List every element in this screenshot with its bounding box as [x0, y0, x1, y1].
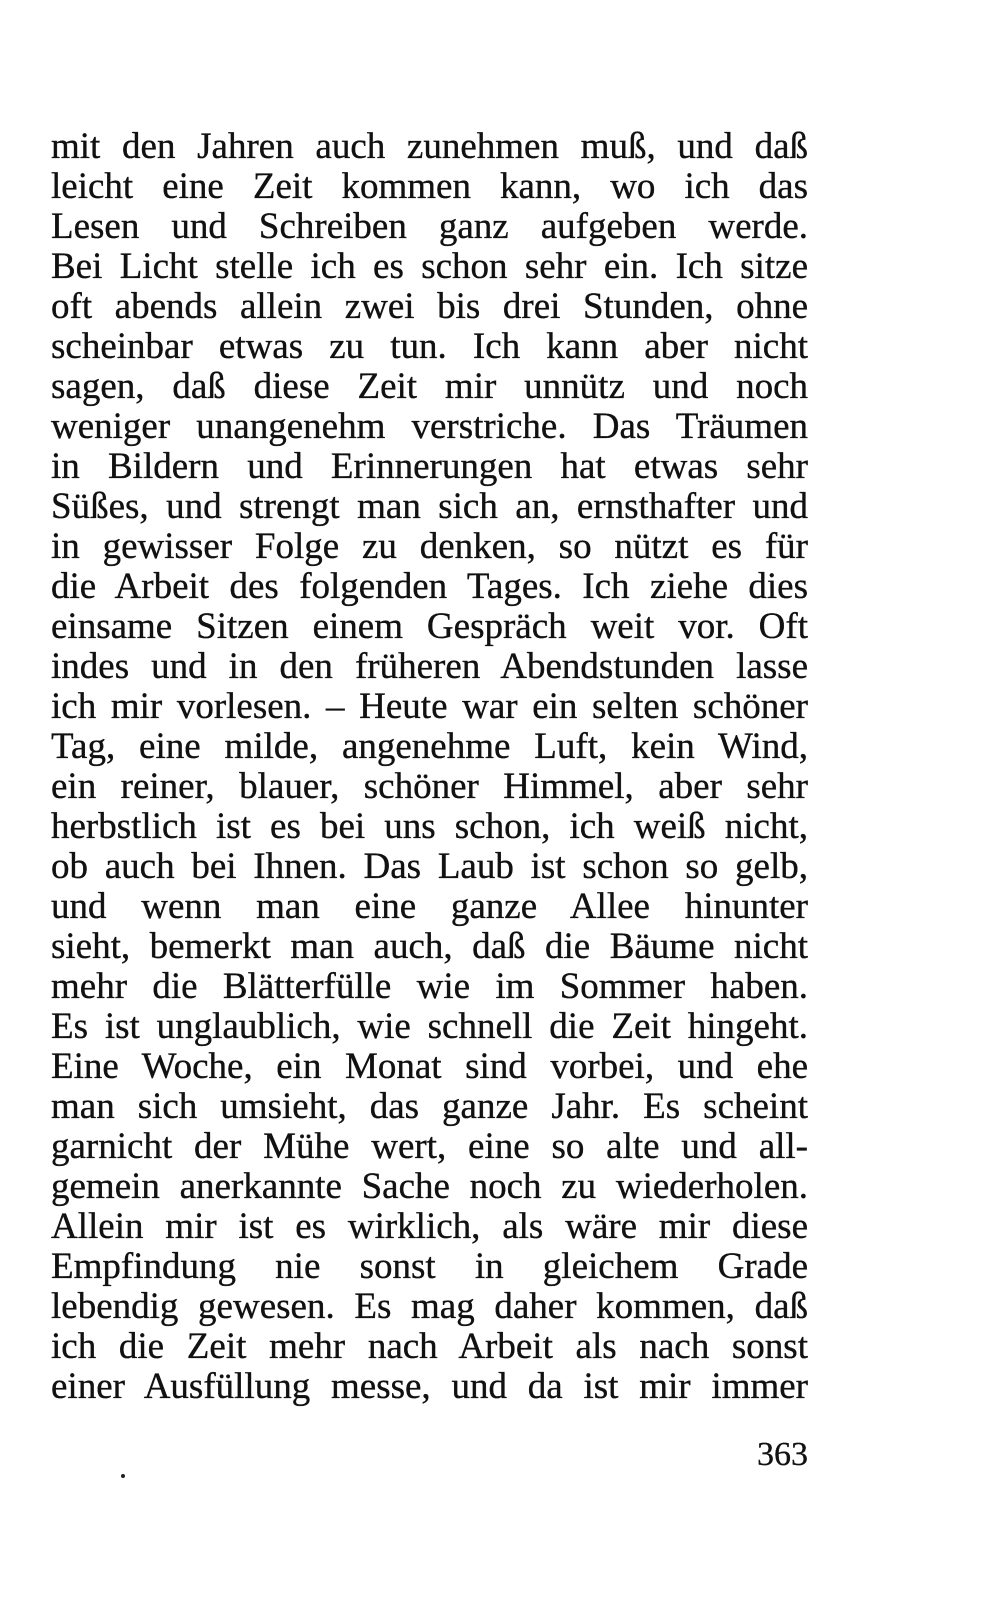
text-line: die Arbeit des folgenden Tages. Ich ziehe dies — [51, 566, 808, 607]
text-line: sagen, daß diese Zeit mir unnütz und noch — [51, 366, 808, 407]
text-line: oft abends allein zwei bis drei Stunden, ohne — [51, 286, 808, 327]
text-line: Empfindung nie sonst in gleichem Grade — [51, 1246, 808, 1287]
text-line: Es ist unglaublich, wie schnell die Zeit hingeht. — [51, 1006, 808, 1047]
text-line: einer Ausfüllung messe, und da ist mir immer — [51, 1366, 808, 1407]
text-line: Süßes, und strengt man sich an, ernsthafter und — [51, 486, 808, 527]
text-line: Allein mir ist es wirklich, als wäre mir diese — [51, 1206, 808, 1247]
text-line: Lesen und Schreiben ganz aufgeben werde. — [51, 206, 808, 247]
text-line: Bei Licht stelle ich es schon sehr ein. Ich sitze — [51, 246, 808, 287]
text-line: man sich umsieht, das ganze Jahr. Es scheint — [51, 1086, 808, 1127]
text-line: ein reiner, blauer, schöner Himmel, aber sehr — [51, 766, 808, 807]
body-text — [51, 127, 808, 1407]
text-line: mit den Jahren auch zunehmen muß, und daß — [51, 126, 808, 167]
text-line: ich die Zeit mehr nach Arbeit als nach sonst — [51, 1326, 808, 1367]
print-speck — [121, 1474, 125, 1478]
page-number: 363 — [757, 1436, 808, 1473]
text-line: leicht eine Zeit kommen kann, wo ich das — [51, 166, 808, 207]
text-line: Tag, eine milde, angenehme Luft, kein Wind, — [51, 726, 808, 767]
text-line: in Bildern und Erinnerungen hat etwas sehr — [51, 446, 808, 487]
text-line: gemein anerkannte Sache noch zu wiederholen. — [51, 1166, 808, 1207]
text-line: mehr die Blätterfülle wie im Sommer haben. — [51, 966, 808, 1007]
text-line: sieht, bemerkt man auch, daß die Bäume nicht — [51, 926, 808, 967]
text-line: und wenn man eine ganze Allee hinunter — [51, 886, 808, 927]
text-line: herbstlich ist es bei uns schon, ich weiß nicht, — [51, 806, 808, 847]
text-line: weniger unangenehm verstriche. Das Träumen — [51, 406, 808, 447]
text-line: lebendig gewesen. Es mag daher kommen, daß — [51, 1286, 808, 1327]
text-line: garnicht der Mühe wert, eine so alte und all- — [51, 1126, 808, 1167]
text-line: einsame Sitzen einem Gespräch weit vor. Oft — [51, 606, 808, 647]
text-line: Eine Woche, ein Monat sind vorbei, und ehe — [51, 1046, 808, 1087]
text-line: scheinbar etwas zu tun. Ich kann aber nicht — [51, 326, 808, 367]
text-line: ob auch bei Ihnen. Das Laub ist schon so gelb, — [51, 846, 808, 887]
text-line: ich mir vorlesen. – Heute war ein selten schöner — [51, 686, 808, 727]
text-line: in gewisser Folge zu denken, so nützt es für — [51, 526, 808, 567]
text-line: indes und in den früheren Abendstunden lasse — [51, 646, 808, 687]
